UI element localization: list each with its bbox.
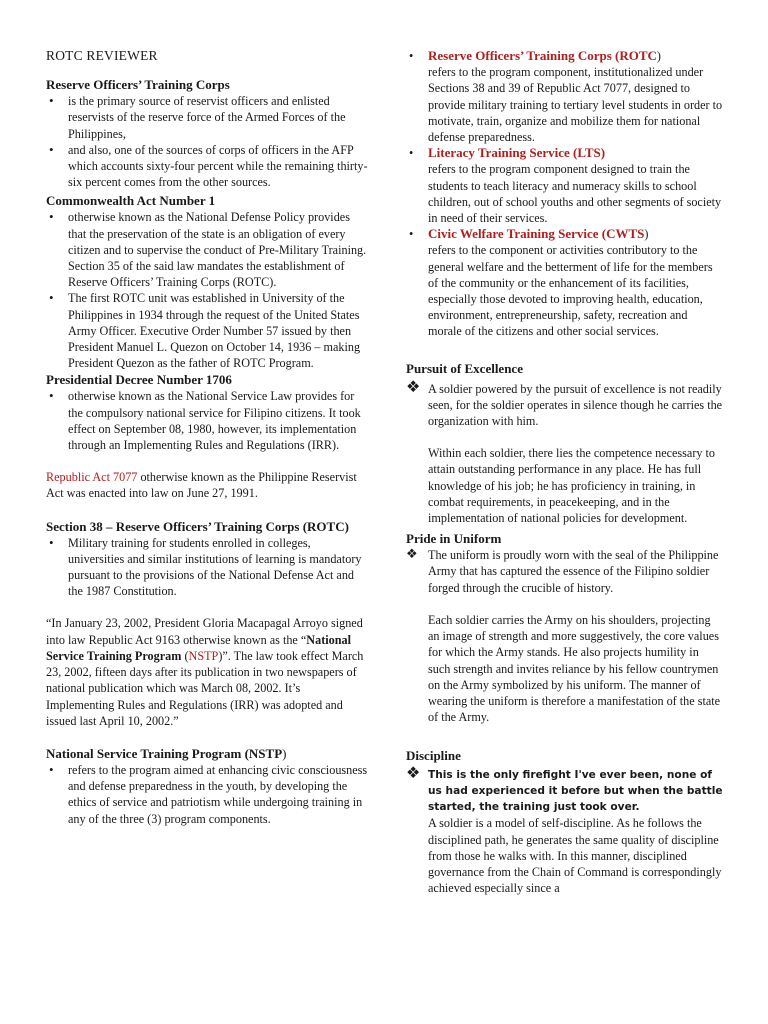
quote-bold: National Service Training Program [46, 632, 351, 663]
list-item: • refers to the program aimed at enhancing civic consciousness and defense preparedness in the youth, by developing the ethics of service and patriotism while undergoing training in any of the three (3) program components. [46, 762, 368, 827]
diamond-bullet-icon: ❖ [406, 547, 418, 563]
component-text: refers to the program component, institutionalized under Sections 38 and 39 of Republic Act 7077, designed to provide military training to tertiary level students in order to motivate, train, organize and mobilize them for national defense preparedness. [428, 65, 723, 145]
rotc-heading: Reserve Officers’ Training Corps [46, 77, 230, 93]
sec38-heading: Section 38 – Reserve Officers’ Training Corps (ROTC) [46, 518, 349, 534]
component-cwts [406, 226, 724, 339]
component-rotc [406, 48, 724, 145]
pd-list [46, 388, 368, 453]
nstp-heading-close: ) [282, 745, 287, 761]
component-heading: Civic Welfare Training Service (CWTS [428, 226, 645, 242]
list-item: • The first ROTC unit was established in University of the Philippines in 1934 through the request of the United States Army Officer. Executive Order Number 57 issued by then President Manuel L. Quezon on October 14, 1936 – making President Quezon as the father of ROTC Program. [46, 290, 368, 371]
sec38-list [46, 535, 368, 600]
nstp-quote [46, 615, 368, 728]
component-heading: Reserve Officers’ Training Corps (ROTC [428, 48, 657, 63]
document-title: ROTC REVIEWER [46, 48, 158, 63]
piu-block [406, 547, 724, 725]
list-item: • and also, one of the sources of corps of officers in the AFP which accounts sixty-four percent while the remaining thirty-six percent comes from the other sources. [46, 142, 368, 191]
component-text: refers to the component or activities contributory to the general welfare and the betterment of life for the members of the community or the enhancement of its facilities, especially those devoted to improving health, education, environment, entrepreneurship, safety, recreation and morale of the citizens and other social services. [428, 243, 713, 339]
diamond-bullet-icon: ❖ [406, 376, 421, 396]
list-item: • otherwise known as the National Defense Policy provides that the preservation of the state is an obligation of every citizen and to supervise the conduct of Pre-Military Training. Section 35 of the said law mandates the establishment of Reserve Officers’ Training Corps (ROTC). [46, 209, 368, 290]
component-heading: Literacy Training Service (LTS) [428, 145, 606, 161]
piu-paragraph: The uniform is proudly worn with the seal of the Philippine Army that has captured the essence of the Filipino soldier forged through the crucible of history. [428, 548, 719, 595]
ra7077-paragraph [46, 469, 368, 501]
list-item: • is the primary source of reservist officers and enlisted reservists of the reserve force of the Armed Forces of the Philippines, [46, 93, 368, 142]
component-heading-close: ) [656, 49, 661, 63]
component-text: refers to the program component designed to train the students to teach literacy and numeracy skills to school children, out of school youths and other segments of society in need of their services. [428, 162, 722, 226]
ca1-list [46, 209, 368, 371]
poe-paragraph: A soldier powered by the pursuit of excellence is not readily seen, for the soldier operates in silence though he carries the organization with him. [428, 381, 723, 429]
discipline-block [406, 763, 724, 896]
quote-text: “In January 23, 2002, President Gloria Macapagal Arroyo signed into law Republic Act 9163 otherwise known as the “ [46, 616, 363, 647]
discipline-quote: This is the only firefight I've ever been, none of us had experienced it before but when the battle started, the training just took over. [428, 769, 723, 814]
list-item: • otherwise known as the National Service Law provides for the compulsory national service for Filipino citizens. It took effect on September 08, 1980, however, its implementation through an Implementing Rules and Regulations (IRR). [46, 388, 368, 453]
nstp-heading-text: National Service Training Program (NSTP [46, 745, 283, 761]
nstp-heading [46, 745, 368, 762]
ra7077-label: Republic Act 7077 [46, 470, 138, 485]
nstp-list [46, 762, 368, 827]
ca1-heading: Commonwealth Act Number 1 [46, 193, 216, 209]
component-lts [406, 145, 724, 226]
poe-paragraph: Within each soldier, there lies the competence necessary to attain outstanding performance in any place. He has full knowledge of his job; he has proficiency in training, in combat requirements, in peacekeeping, and in the implementation of national policies for development. [428, 446, 716, 526]
rotc-list [46, 93, 368, 190]
list-item: • Military training for students enrolled in colleges, universities and similar institutions of learning is mandatory pursuant to the provisions of the National Defense Act and the 1987 Constitution. [46, 535, 368, 600]
discipline-heading: Discipline [406, 748, 461, 764]
quote-text: )”. The law took effect March 23, 2002, fifteen days after its publication in two newspapers of national publication which was March 08, 2002. It’s Implementing Rules and Regulations (IRR) was adopted and issued last April 10, 2002.” [46, 648, 364, 728]
discipline-paragraph: A soldier is a model of self-discipline. As he follows the disciplined path, he generates the same quality of discipline from those he walks with. In this manner, disciplined governance from the Chain of Command is correspondingly achieved especially since a [428, 816, 722, 896]
piu-paragraph: Each soldier carries the Army on his shoulders, projecting an image of strength and more suggestively, the core values for which the Army stands. He also projects humility in such strength and invites reliance by his fellow countrymen on the Army symbolized by his uniform. The manner of wearing the uniform is therefore a manifestation of the state of the Army. [428, 612, 721, 725]
quote-text: ( [181, 648, 189, 663]
right-column [406, 48, 724, 896]
poe-heading: Pursuit of Excellence [406, 360, 523, 376]
ra7077-text: otherwise known as the Philippine Reservist Act was enacted into law on June 27, 1991. [46, 470, 357, 501]
piu-heading: Pride in Uniform [406, 531, 502, 547]
left-column [46, 0, 368, 827]
poe-block [406, 376, 724, 527]
quote-nstp: NSTP [188, 648, 219, 663]
diamond-bullet-icon: ❖ [406, 763, 421, 783]
pd-heading: Presidential Decree Number 1706 [46, 372, 232, 388]
component-heading-close: ) [644, 227, 649, 242]
